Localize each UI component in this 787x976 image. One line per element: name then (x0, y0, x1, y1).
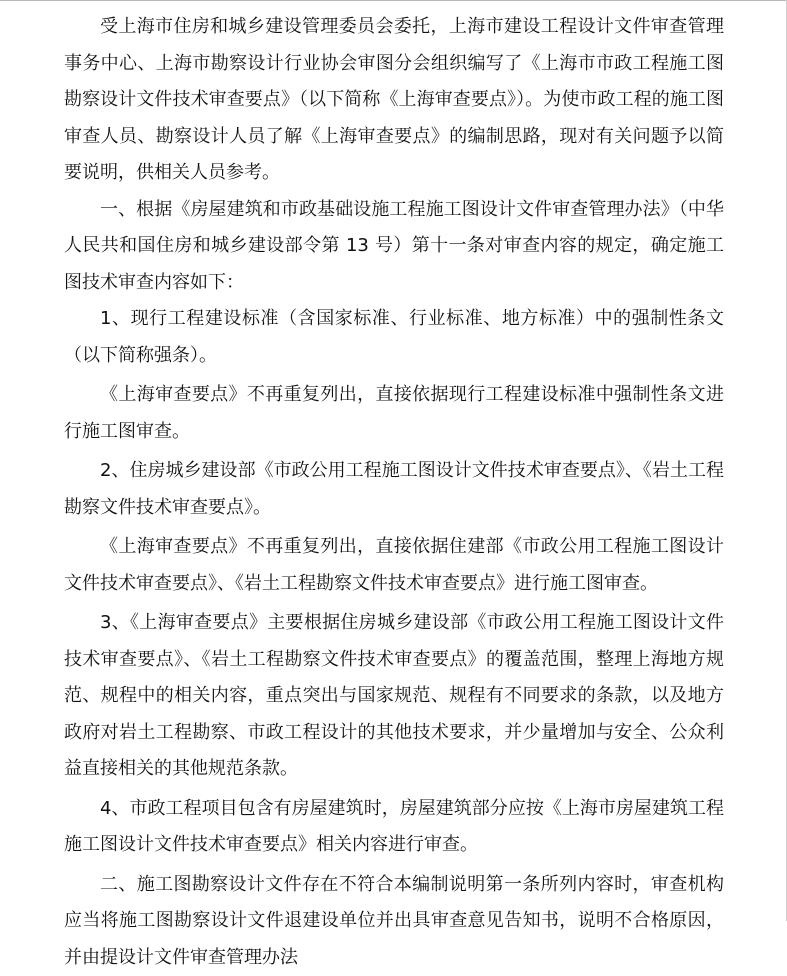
item-two-note-paragraph: 《上海审查要点》不再重复列出，直接依据住建部《市政公用工程施工图设计文件技术审查要点》、《岩土工程勘察文件技术审查要点》进行施工图审查。 (64, 529, 724, 602)
top-border (0, 0, 787, 1)
section-one-paragraph: 一、根据《房屋建筑和市政基础设施工程施工图设计文件审查管理办法》（中华人民共和国住房和城乡建设部令第 13 号）第十一条对审查内容的规定，确定施工图技术审查内容如下： (64, 192, 724, 302)
intro-paragraph: 受上海市住房和城乡建设管理委员会委托，上海市建设工程设计文件审查管理事务中心、上海市勘察设计行业协会审图分会组织编写了《上海市市政工程施工图勘察设计文件技术审查要点》（以下简称《上海审查要点》）。为使市政工程的施工图审查人员、勘察设计人员了解《上海审查要点》的编制思路，现对有关问题予以简要说明，供相关人员参考。 (64, 9, 724, 192)
document-body (64, 9, 724, 976)
item-three-paragraph: 3、《上海审查要点》主要根据住房城乡建设部《市政公用工程施工图设计文件技术审查要点》、《岩土工程勘察文件技术审查要点》的覆盖范围，整理上海地方规范、规程中的相关内容，重点突出与国家规范、规程有不同要求的条款，以及地方政府对岩土工程勘察、市政工程设计的其他技术要求，并少量增加与安全、公众利益直接相关的其他规范条款。 (64, 605, 724, 788)
section-two-paragraph: 二、施工图勘察设计文件存在不符合本编制说明第一条所列内容时，审查机构应当将施工图勘察设计文件退建设单位并出具审查意见告知书，说明不合格原因，并由提设计文件审查管理办法 (64, 867, 724, 976)
item-two-paragraph: 2、住房城乡建设部《市政公用工程施工图设计文件技术审查要点》、《岩土工程勘察文件技术审查要点》。 (64, 453, 724, 526)
item-one-paragraph: 1、现行工程建设标准（含国家标准、行业标准、地方标准）中的强制性条文（以下简称强条）。 (64, 301, 724, 374)
item-one-note-paragraph: 《上海审查要点》不再重复列出，直接依据现行工程建设标准中强制性条文进行施工图审查。 (64, 377, 724, 450)
item-four-paragraph: 4、市政工程项目包含有房屋建筑时，房屋建筑部分应按《上海市房屋建筑工程施工图设计文件技术审查要点》相关内容进行审查。 (64, 791, 724, 864)
